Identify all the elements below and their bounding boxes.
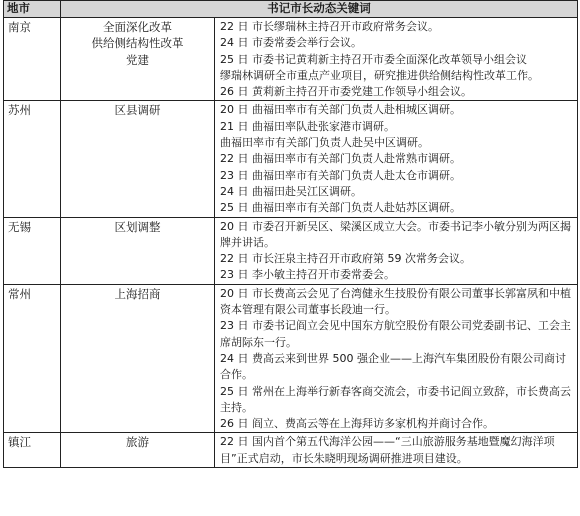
events-cell bbox=[215, 18, 578, 101]
theme-cell bbox=[61, 101, 215, 217]
theme-keyword: 区县调研 bbox=[114, 103, 161, 118]
theme-keyword: 区划调整 bbox=[114, 219, 161, 234]
theme-keyword: 供给侧结构性改革 bbox=[91, 36, 184, 51]
event-entry: 25 日 市委书记黄莉新主持召开市委全面深化改革领导小组会议 bbox=[220, 52, 527, 66]
event-entry: 22 日 市长汪泉主持召开市政府第 59 次常务会议。 bbox=[220, 252, 471, 266]
table-row bbox=[4, 433, 578, 468]
event-entry: 23 日 李小敏主持召开市委常委会。 bbox=[220, 268, 395, 282]
event-entry: 22 日 市长缪瑞林主持召开市政府常务会议。 bbox=[220, 20, 439, 33]
header-keywords: 书记市长动态关键词 bbox=[61, 1, 578, 18]
event-entry: 26 日 阎立、费高云等在上海拜访多家机构并商讨合作。 bbox=[220, 417, 494, 431]
theme-cell bbox=[61, 284, 215, 433]
event-entry: 25 日 常州在上海举行新春客商交流会，市委书记阎立致辞，市长费高云主持。 bbox=[220, 384, 571, 414]
table-row bbox=[4, 18, 578, 101]
region-cell: 常州 bbox=[4, 284, 61, 433]
event-entry: 20 日 市长费高云会见了台湾健永生技股份有限公司董事长郭富夙和中植资本管理有限公司董事长段迪一行。 bbox=[220, 286, 571, 317]
event-entry: 24 日 市委常委会举行会议。 bbox=[220, 36, 362, 50]
table-row bbox=[4, 217, 578, 284]
event-entry: 23 日 市委书记阎立会见中国东方航空股份有限公司党委副书记、工会主席胡际东一行。 bbox=[220, 319, 571, 349]
event-entry: 24 日 费高云来到世界 500 强企业——上海汽车集团股份有限公司商讨合作。 bbox=[220, 351, 566, 382]
event-entry: 22 日 国内首个第五代海洋公园——“三山旅游服务基地暨魔幻海洋项目”正式启动，市长朱晓明现场调研推进项目建设。 bbox=[220, 435, 555, 465]
event-entry: 23 日 曲福田率市有关部门负责人赴太仓市调研。 bbox=[220, 168, 461, 182]
events-cell bbox=[215, 101, 578, 217]
theme-keyword: 旅游 bbox=[126, 435, 149, 450]
theme-keyword: 上海招商 bbox=[114, 286, 161, 301]
event-entry: 24 日 曲福田赴吴江区调研。 bbox=[220, 184, 362, 198]
table-row bbox=[4, 284, 578, 433]
leader-activity-table bbox=[3, 0, 578, 468]
event-entry: 22 日 曲福田率市有关部门负责人赴常熟市调研。 bbox=[220, 152, 461, 166]
header-region: 地市 bbox=[4, 1, 61, 18]
theme-cell bbox=[61, 18, 215, 101]
event-entry: 25 日 曲福田率市有关部门负责人赴姑苏区调研。 bbox=[220, 201, 461, 215]
event-entry: 26 日 黄莉新主持召开市委党建工作领导小组会议。 bbox=[220, 85, 472, 99]
events-cell bbox=[215, 284, 578, 433]
theme-cell bbox=[61, 217, 215, 284]
event-entry: 20 日 市委召开新吴区、梁溪区成立大会。市委书记李小敏分别为两区揭牌并讲话。 bbox=[220, 219, 571, 249]
theme-cell bbox=[61, 433, 215, 468]
event-entry: 20 日 曲福田率市有关部门负责人赴相城区调研。 bbox=[220, 103, 461, 117]
region-cell: 南京 bbox=[4, 18, 61, 101]
event-entry: 缪瑞林调研全市重点产业项目，研究推进供给侧结构性改革工作。 bbox=[220, 68, 539, 82]
region-cell: 镇江 bbox=[4, 433, 61, 468]
events-cell bbox=[215, 433, 578, 468]
table-header-row bbox=[4, 1, 578, 18]
event-entry: 曲福田率市有关部门负责人赴吴中区调研。 bbox=[220, 136, 429, 150]
region-cell: 苏州 bbox=[4, 101, 61, 217]
events-cell bbox=[215, 217, 578, 284]
theme-keyword: 全面深化改革 bbox=[103, 20, 172, 34]
event-entry: 21 日 曲福田率队赴张家港市调研。 bbox=[220, 119, 395, 133]
table-body bbox=[4, 18, 578, 468]
theme-keyword: 党建 bbox=[126, 52, 149, 67]
table-row bbox=[4, 101, 578, 217]
region-cell: 无锡 bbox=[4, 217, 61, 284]
